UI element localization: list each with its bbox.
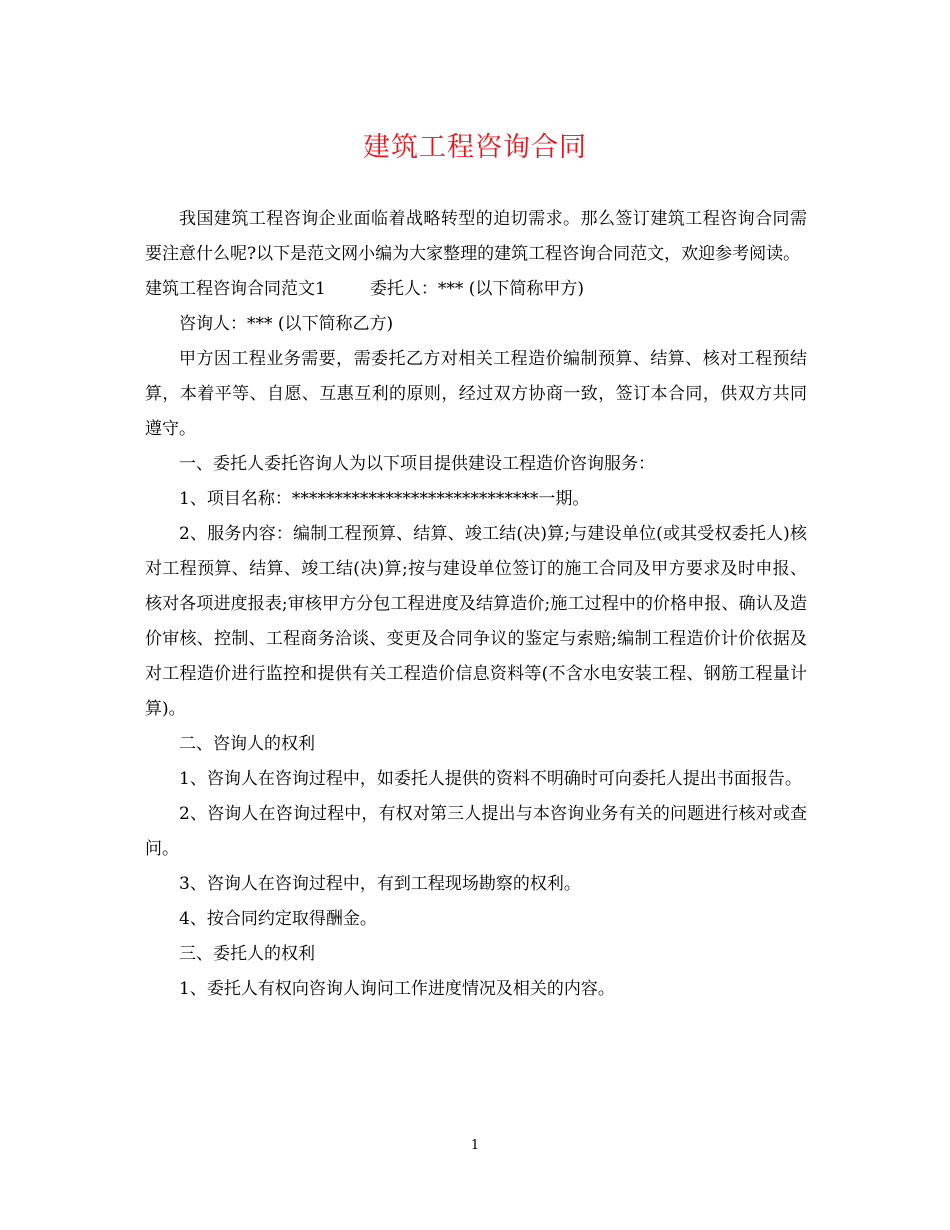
sample-heading-line xyxy=(145,272,807,307)
sample-heading: 建筑工程咨询合同范文1 xyxy=(145,279,326,299)
preamble-paragraph: 甲方因工程业务需要，需委托乙方对相关工程造价编制预算、结算、核对工程预结算，本着平等、自愿、互惠互利的原则，经过双方协商一致，签订本合同，供双方共同遵守。 xyxy=(145,349,807,439)
client-line: 委托人：*** (以下简称甲方) xyxy=(369,279,584,299)
consultant-right-4: 4、按合同约定取得酬金。 xyxy=(179,909,377,929)
section-two-heading: 二、咨询人的权利 xyxy=(179,734,315,754)
service-content-item: 2、服务内容：编制工程预算、结算、竣工结(决)算;与建设单位(或其受权委托人)核对工程预算、结算、竣工结(决)算;按与建设单位签订的施工合同及甲方要求及时申报、核对各项进度报表;审核甲方分包工程进度及结算造价;施工过程中的价格申报、确认及造价审核、控制、工程商务洽谈、变更及合同争议的鉴定与索赔;编制工程造价计价依据及对工程造价进行监控和提供有关工程造价信息资料等(不含水电安装工程、钢筋工程量计算)。 xyxy=(145,524,807,719)
consultant-line: 咨询人：*** (以下简称乙方) xyxy=(179,314,394,334)
intro-paragraph: 我国建筑工程咨询企业面临着战略转型的迫切需求。那么签订建筑工程咨询合同需要注意什么呢?以下是范文网小编为大家整理的建筑工程咨询合同范文，欢迎参考阅读。 xyxy=(145,209,807,264)
consultant-right-2: 2、咨询人在咨询过程中，有权对第三人提出与本咨询业务有关的问题进行核对或查问。 xyxy=(145,804,807,859)
project-name-item: 1、项目名称：*****************************一期。 xyxy=(179,489,590,509)
client-right-1: 1、委托人有权向咨询人询问工作进度情况及相关的内容。 xyxy=(179,979,615,999)
document-body xyxy=(145,202,807,1007)
consultant-right-3: 3、咨询人在咨询过程中，有到工程现场勘察的权利。 xyxy=(179,874,581,894)
section-one-heading: 一、委托人委托咨询人为以下项目提供建设工程造价咨询服务： xyxy=(179,454,655,474)
page-number: 1 xyxy=(470,1138,480,1153)
section-three-heading: 三、委托人的权利 xyxy=(179,944,315,964)
document-title: 建筑工程咨询合同 xyxy=(363,132,587,163)
consultant-right-1: 1、咨询人在咨询过程中，如委托人提供的资料不明确时可向委托人提出书面报告。 xyxy=(179,769,802,789)
